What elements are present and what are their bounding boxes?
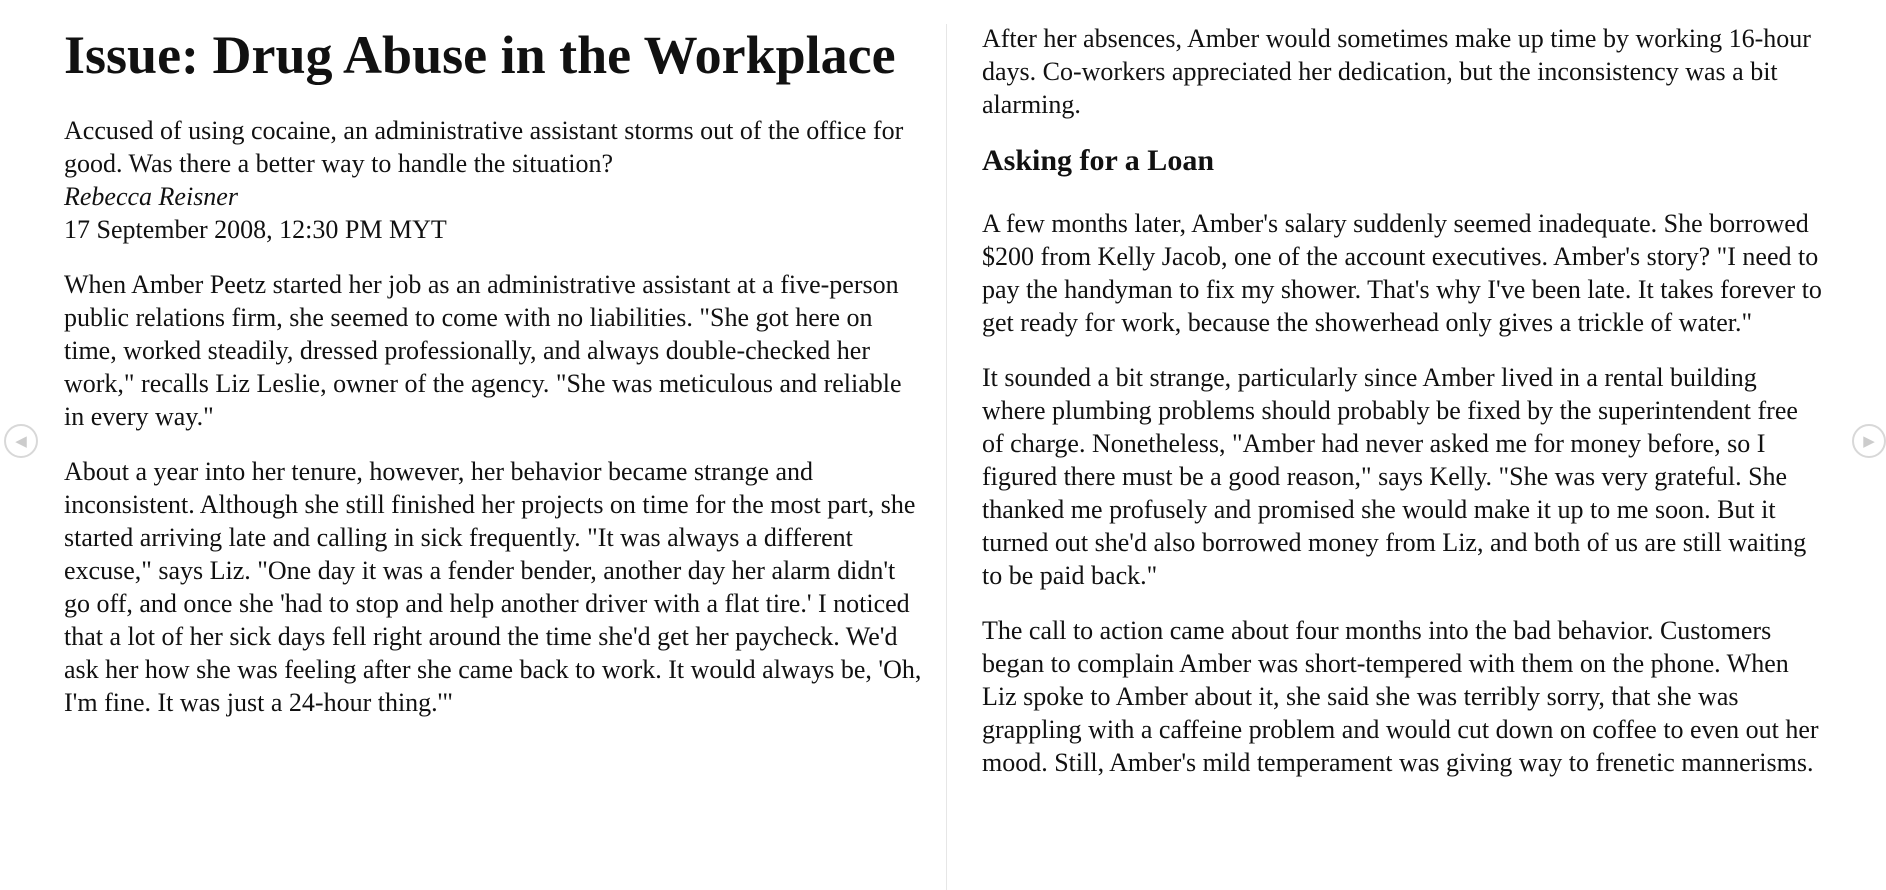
article-date: 17 September 2008, 12:30 PM MYT [64, 215, 447, 244]
chevron-left-icon: ◀ [15, 432, 27, 450]
body-paragraph: A few months later, Amber's salary suddenly seemed inadequate. She borrowed $200 from Kelly Jacob, one of the account executives. Amber's story? "I need to pay the handyman to fix my shower. That's why I've been late. It takes forever to get ready for work, because the showerhead only gives a trickle of water." [982, 209, 1822, 337]
chevron-right-icon: ▶ [1863, 432, 1875, 450]
body-paragraph: The call to action came about four months into the bad behavior. Customers began to complain Amber was short-tempered with them on the phone. When Liz spoke to Amber about it, she said she was terribly sorry, that she was grappling with a caffeine problem and would cut down on coffee to even out her mood. Still, Amber's mild temperament was giving way to frenetic mannerisms. [982, 616, 1819, 777]
body-paragraph: About a year into her tenure, however, her behavior became strange and inconsistent. Although she still finished her projects on time for the most part, she started arriving late and calling in sick frequently. "It was always a different excuse," says Liz. "One day it was a fender bender, another day her alarm didn't go off, and once she 'had to stop and help another driver with a flat tire.' I noticed that a lot of her sick days fell right around the time she'd get her paycheck. We'd ask her how she was feeling after she came back to work. It would always be, 'Oh, I'm fine. It was just a 24-hour thing.'" [64, 457, 922, 717]
article-subtitle: Accused of using cocaine, an administrative assistant storms out of the office for good. Was there a better way to handle the situation? [64, 116, 904, 178]
next-page-button[interactable] [1852, 424, 1886, 458]
article-author: Rebecca Reisner [64, 182, 238, 211]
right-page [982, 0, 1826, 890]
body-paragraph: When Amber Peetz started her job as an administrative assistant at a five-person public relations firm, she seemed to come with no liabilities. "She got here on time, worked steadily, dressed professionally, and always double-checked her work," recalls Liz Leslie, owner of the agency. "She was meticulous and reliable in every way." [64, 270, 902, 431]
body-paragraph: After her absences, Amber would sometimes make up time by working 16-hour days. Co-workers appreciated her dedication, but the inconsistency was a bit alarming. [982, 24, 1811, 119]
section-heading: Asking for a Loan [982, 144, 1215, 177]
body-paragraph: It sounded a bit strange, particularly since Amber lived in a rental building where plumbing problems should probably be fixed by the superintendent free of charge. Nonetheless, "Amber had never asked me for money before, so I figured there must be a good reason," says Kelly. "She was very grateful. She thanked me profusely and promised she would make it up to me soon. But it turned out she'd also borrowed money from Liz, and both of us are still waiting to be paid back." [982, 363, 1807, 590]
article-title: Issue: Drug Abuse in the Workplace [64, 25, 896, 85]
left-page [64, 0, 924, 890]
page-divider [946, 24, 947, 890]
article-meta [64, 114, 924, 246]
previous-page-button[interactable] [4, 424, 38, 458]
